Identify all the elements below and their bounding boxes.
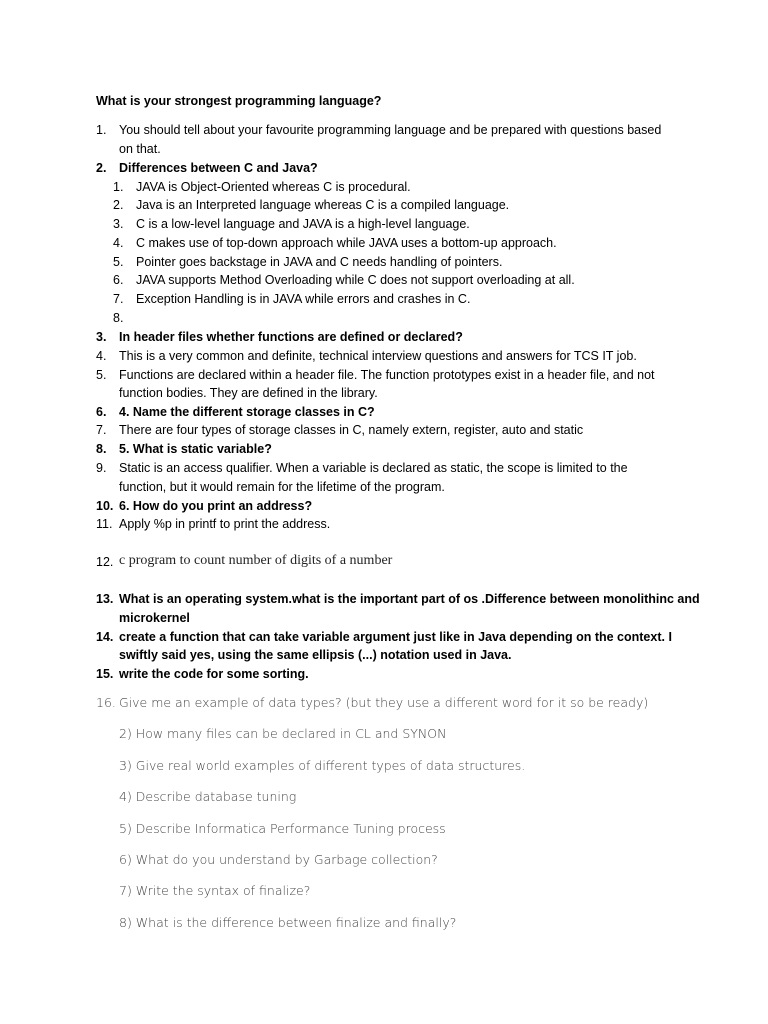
item-text: 4. Name the different storage classes in C? [119,405,375,419]
item-text: Differences between C and Java? [119,161,318,175]
item-number: 13. [96,592,114,606]
sub-item-number: 1. [113,180,124,194]
item-text: In header files whether functions are defined or declared? [119,330,463,344]
item-text: What is an operating system.what is the important part of os .Difference between monolithinc and [119,592,700,606]
item-text: You should tell about your favourite programming language and be prepared with questions based [119,123,662,137]
question-text: 7) Write the syntax of finalize? [119,883,311,898]
question-text: 5) Describe Informatica Performance Tuning process [119,821,446,836]
item-text: function, but it would remain for the lifetime of the program. [119,480,445,494]
item-text: c program to count number of digits of a number [119,553,393,568]
item-number: 11. [96,517,113,531]
item-number: 8. [96,442,107,456]
item-text: function bodies. They are defined in the library. [119,386,378,400]
item-text: microkernel [119,611,190,625]
question-text: 6) What do you understand by Garbage collection? [119,852,438,867]
question-text: 2) How many files can be declared in CL and SYNON [119,726,447,741]
item-number: 2. [96,161,107,175]
sub-item-number: 8. [113,311,124,325]
page-heading: What is your strongest programming language? [96,94,382,108]
item-number: 14. [96,630,114,644]
item-number: 7. [96,423,107,437]
item-text: write the code for some sorting. [119,667,309,681]
item-text: on that. [119,142,161,156]
sub-item-text: C is a low-level language and JAVA is a high-level language. [136,217,470,231]
item-text: Functions are declared within a header file. The function prototypes exist in a header file, and not [119,368,655,382]
sub-item-number: 6. [113,273,124,287]
sub-item-number: 7. [113,292,124,306]
item-text: 5. What is static variable? [119,442,272,456]
sub-item-text: JAVA supports Method Overloading while C does not support overloading at all. [136,273,575,287]
item-number: 16. [96,695,116,710]
item-text: Give me an example of data types? (but they use a different word for it so be ready) [119,695,649,710]
item-text: There are four types of storage classes in C, namely extern, register, auto and static [119,423,584,437]
item-text: create a function that can take variable argument just like in Java depending on the context. I [119,630,672,644]
sub-item-text: JAVA is Object-Oriented whereas C is procedural. [136,180,411,194]
item-number: 1. [96,123,107,137]
sub-item-text: Exception Handling is in JAVA while errors and crashes in C. [136,292,471,306]
sub-item-number: 2. [113,198,124,212]
sub-item-number: 3. [113,217,124,231]
item-text: This is a very common and definite, technical interview questions and answers for TCS IT job. [119,349,637,363]
item-text: 6. How do you print an address? [119,499,313,513]
item-number: 15. [96,667,114,681]
item-number: 9. [96,461,107,475]
sub-item-number: 4. [113,236,124,250]
sub-item-text: Java is an Interpreted language whereas C is a compiled language. [136,198,510,212]
sub-item-text: C makes use of top-down approach while JAVA uses a bottom-up approach. [136,236,557,250]
item-text: swiftly said yes, using the same ellipsis (...) notation used in Java. [119,648,512,662]
item-number: 3. [96,330,107,344]
item-number: 6. [96,405,107,419]
sub-item-number: 5. [113,255,124,269]
item-text: Static is an access qualifier. When a variable is declared as static, the scope is limited to the [119,461,628,475]
sub-item-text: Pointer goes backstage in JAVA and C needs handling of pointers. [136,255,503,269]
item-number: 4. [96,349,107,363]
item-text: Apply %p in printf to print the address. [119,517,331,531]
item-number: 12. [96,555,114,569]
question-text: 3) Give real world examples of different types of data structures. [119,758,526,773]
question-text: 8) What is the difference between finalize and finally? [119,915,457,930]
question-text: 4) Describe database tuning [119,789,297,804]
item-number: 10. [96,499,114,513]
item-number: 5. [96,368,107,382]
